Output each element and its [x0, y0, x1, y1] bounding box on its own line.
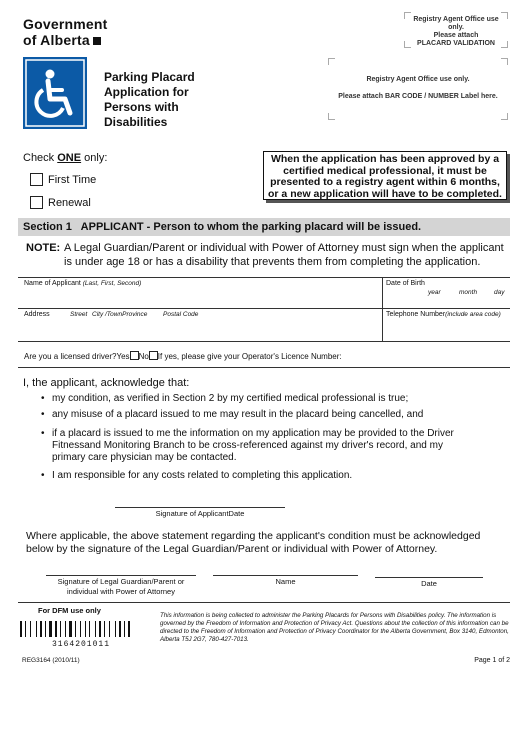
first-time-label: First Time — [48, 174, 97, 186]
note — [26, 241, 510, 269]
ra-validation-line-3: Please attach — [433, 32, 479, 39]
telephone-label: Telephone Number(include area code) — [386, 311, 501, 318]
placard-validation-box — [404, 12, 508, 48]
form-title — [104, 70, 234, 130]
applicant-signature-label: Signature of ApplicantDate — [155, 509, 245, 518]
section-1-header: Section 1 APPLICANT - Person to whom the parking placard will be issued. — [18, 218, 510, 236]
guardian-signature-line[interactable] — [46, 575, 196, 576]
guardian-name-line[interactable] — [213, 575, 358, 576]
acknowledge-item: my condition, as verified in Section 2 by my certified medical professional is true; — [52, 393, 409, 404]
bullet-icon: • — [41, 470, 45, 481]
guardian-name-label: Name — [275, 577, 296, 586]
form-title-line: Persons with — [104, 100, 179, 114]
ra-validation-line-2: only. — [448, 24, 464, 31]
date-of-birth-field[interactable] — [383, 296, 510, 308]
fields-bottom-rule — [18, 341, 510, 342]
date-of-birth-label: Date of Birth — [386, 280, 425, 287]
form-title-line: Parking Placard — [104, 70, 195, 84]
ra-barcode-line-2: Please attach BAR CODE / NUMBER Label here. — [338, 93, 498, 100]
driver-rule — [18, 367, 510, 368]
fields-middle-rule — [18, 308, 510, 309]
first-time-checkbox[interactable] — [30, 173, 43, 186]
notice-line: or a new application will have to be completed. — [268, 187, 502, 200]
dob-year-label: year — [428, 289, 441, 296]
barcode-label-box — [328, 58, 508, 120]
note-label: NOTE: — [26, 242, 61, 254]
dob-day-label: day — [494, 289, 505, 296]
approval-notice-box — [263, 151, 507, 200]
fields-top-rule — [18, 277, 510, 278]
yes-option-label: Yes — [116, 352, 130, 361]
no-option-label: No — [138, 352, 149, 361]
privacy-statement: This information is being collected to administer the Parking Placards for Persons with Disabilities policy. The information is governed by the Freedom of Information and Protection of Privacy Act. Questions about the collection of this information can be directed to the Freedom of Information and Protection of Privacy Coordinator for the Alberta Government, Box 3140, Edmonton, Alberta T5J 2G7, 780-427-7013. — [160, 612, 509, 643]
guardian-date-line[interactable] — [375, 577, 483, 578]
check-one-emphasis: ONE — [57, 152, 82, 164]
name-of-applicant-label: Name of Applicant (Last, First, Second) — [24, 280, 142, 287]
barcode-number: 3164201011 — [51, 640, 110, 649]
telephone-field[interactable] — [383, 319, 510, 341]
logo-line-1: Government — [23, 16, 108, 32]
form-code: REG3164 (2010/11) — [22, 657, 80, 664]
guardian-date-label: Date — [421, 579, 437, 588]
ra-barcode-line-1: Registry Agent Office use only. — [366, 76, 470, 83]
applicant-signature-line[interactable] — [115, 507, 285, 508]
note-text: A Legal Guardian/Parent or individual with Power of Attorney must sign when the applicant is under age 18 or has a disability that prevents them from completing the application. — [64, 242, 504, 268]
address-city-label: City /TownProvince — [92, 311, 148, 318]
barcode-graphic — [20, 621, 142, 637]
notice-line: certified medical professional, it must be — [283, 164, 487, 177]
bullet-icon: • — [41, 393, 45, 404]
form-title-line: Disabilities — [104, 115, 168, 129]
licensed-driver-question: Are you a licensed driver?Yes No If yes, please give your Operator's Licence Number: — [24, 352, 342, 361]
check-one-instruction: Check ONE only: — [23, 152, 108, 164]
no-checkbox[interactable] — [149, 351, 158, 360]
dob-month-label: month — [459, 289, 478, 296]
acknowledge-item: I am responsible for any costs related to completing this application. — [52, 470, 353, 481]
notice-line: When the application has been approved by a — [270, 153, 500, 165]
applicant-name-field[interactable] — [18, 287, 382, 305]
form-title-line: Application for — [104, 85, 189, 99]
page-number: Page 1 of 2 — [474, 657, 510, 664]
address-street-label: Street — [70, 311, 88, 318]
renewal-label: Renewal — [48, 197, 91, 209]
address-label: Address — [24, 311, 50, 318]
wheelchair-icon — [23, 57, 87, 129]
guardian-signature-label: Signature of Legal Guardian/Parent or individual with Power of Attorney — [57, 577, 185, 596]
logo-square-icon — [93, 37, 101, 45]
guardian-statement: Where applicable, the above statement regarding the applicant's condition must be acknowledged below by the signature of the Legal Guardian/Parent or individual with Power of Attorney. — [26, 530, 481, 555]
bullet-icon: • — [41, 409, 45, 420]
bullet-icon: • — [41, 428, 45, 439]
footer-rule — [18, 602, 510, 603]
address-field[interactable] — [18, 319, 382, 341]
ra-validation-line-4: PLACARD VALIDATION — [417, 40, 495, 47]
government-of-alberta-logo — [23, 16, 107, 48]
acknowledge-intro: I, the applicant, acknowledge that: — [23, 377, 190, 389]
renewal-checkbox[interactable] — [30, 196, 43, 209]
logo-line-2: of Alberta — [23, 32, 107, 48]
address-postal-label: Postal Code — [163, 311, 199, 318]
acknowledge-item: any misuse of a placard issued to me may result in the placard being cancelled, and — [52, 409, 424, 420]
acknowledge-item: if a placard is issued to me the information on my application may be provided to the Driver Fitnessand Monitoring Branch to be cross-referenced against my driver's record, and my primary care physician may be contacted. — [52, 428, 454, 463]
ra-validation-line-1: Registry Agent Office use — [413, 16, 499, 23]
yes-checkbox[interactable] — [130, 351, 139, 360]
dfm-use-label: For DFM use only — [38, 606, 101, 615]
notice-line: presented to a registry agent within 6 months, — [270, 176, 500, 188]
